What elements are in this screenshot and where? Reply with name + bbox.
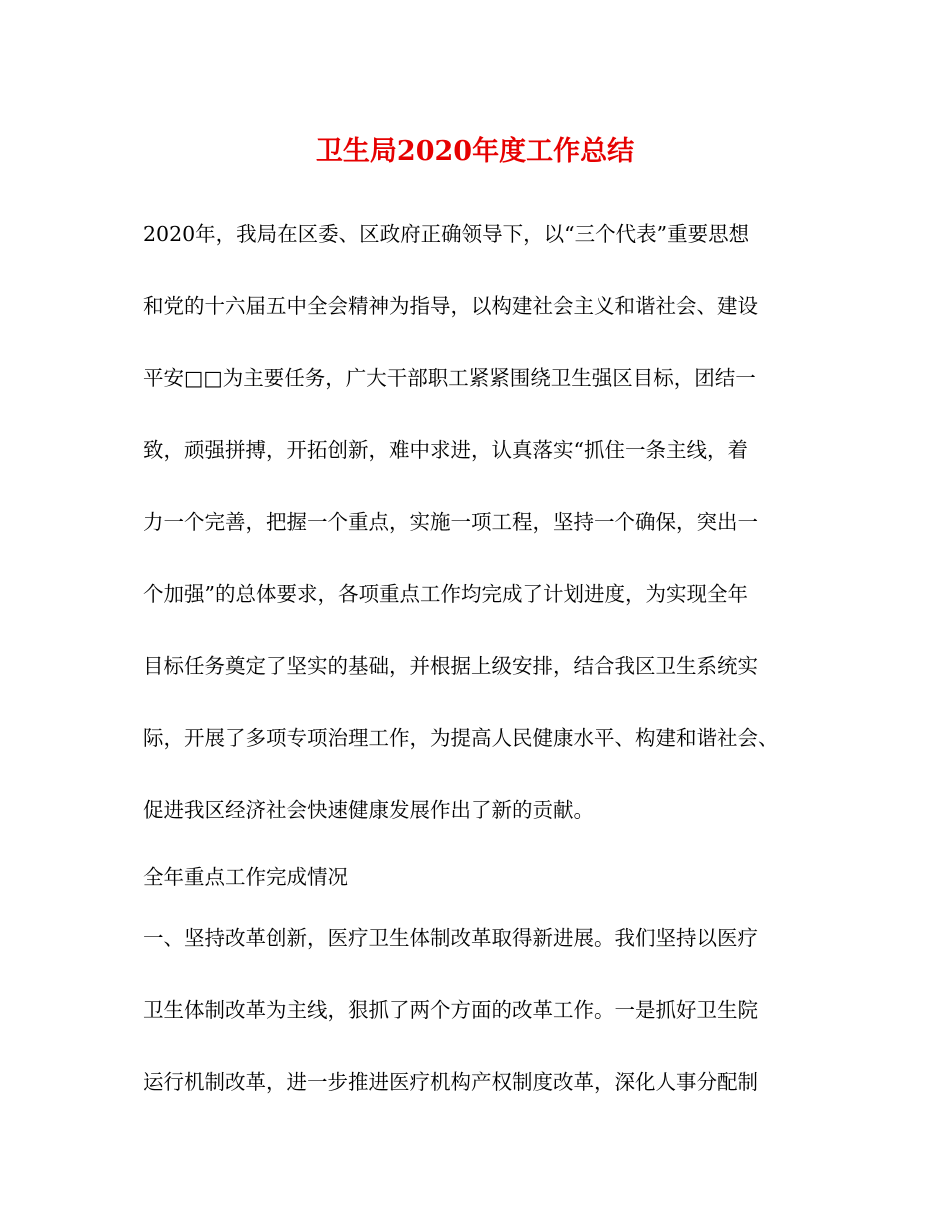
body-line-11: 卫生体制改革为主线，狠抓了两个方面的改革工作。一是抓好卫生院 bbox=[143, 998, 758, 1022]
body-line-7: 目标任务奠定了坚实的基础，并根据上级安排，结合我区卫生系统实 bbox=[143, 654, 758, 678]
body-line-5: 力一个完善，把握一个重点，实施一项工程，坚持一个确保，突出一 bbox=[143, 510, 758, 534]
body-line-12: 运行机制改革，进一步推进医疗机构产权制度改革，深化人事分配制 bbox=[143, 1070, 758, 1094]
section-heading: 全年重点工作完成情况 bbox=[143, 865, 348, 889]
body-line-10: 一、坚持改革创新，医疗卫生体制改革取得新进展。我们坚持以医疗 bbox=[143, 926, 758, 950]
body-line-3: 平安□□为主要任务，广大干部职工紧紧围绕卫生强区目标，团结一 bbox=[143, 366, 756, 390]
body-line-2: 和党的十六届五中全会精神为指导，以构建社会主义和谐社会、建设 bbox=[143, 294, 758, 318]
body-line-9: 促进我区经济社会快速健康发展作出了新的贡献。 bbox=[143, 798, 594, 822]
body-line-1: 2020年，我局在区委、区政府正确领导下，以“三个代表”重要思想 bbox=[143, 222, 750, 246]
body-line-4: 致，顽强拼搏，开拓创新，难中求进，认真落实“抓住一条主线，着 bbox=[143, 438, 748, 462]
document-title: 卫生局2020年度工作总结 bbox=[315, 136, 635, 167]
body-line-6: 个加强”的总体要求，各项重点工作均完成了计划进度，为实现全年 bbox=[143, 582, 748, 606]
body-line-8: 际，开展了多项专项治理工作，为提高人民健康水平、构建和谐社会、 bbox=[143, 726, 779, 750]
